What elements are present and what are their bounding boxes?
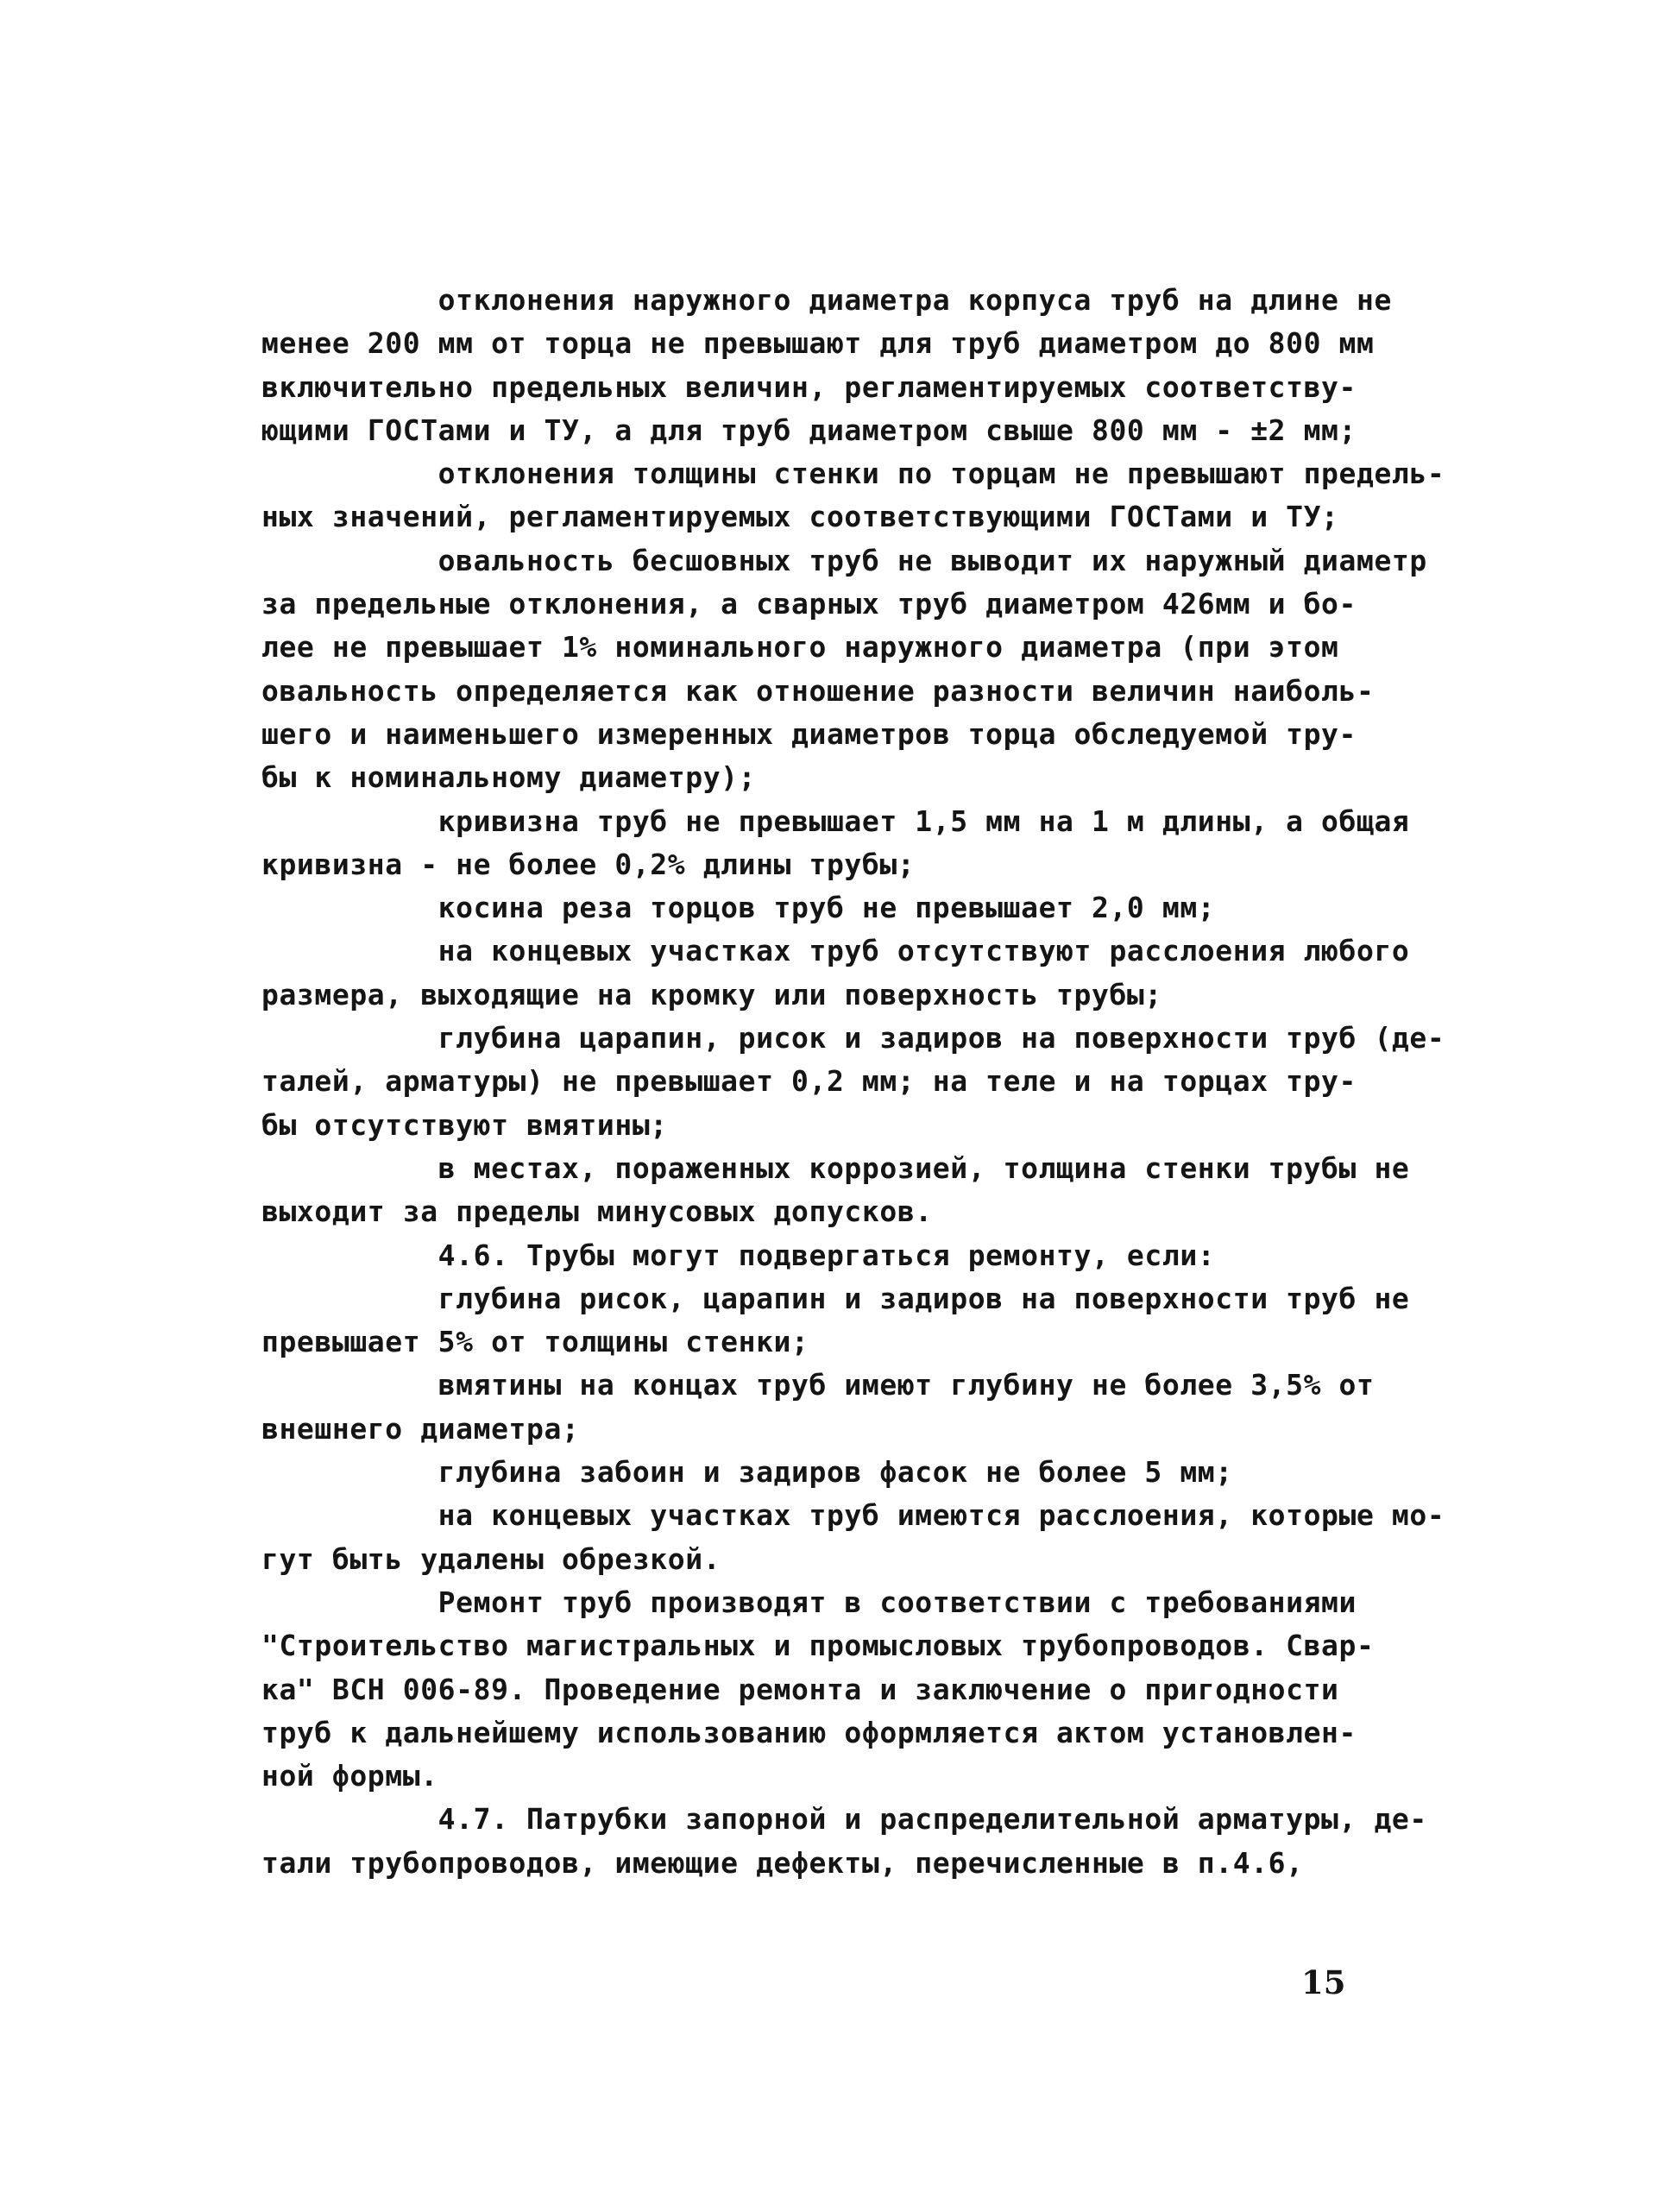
text-line: кривизна - не более 0,2% длины трубы; bbox=[261, 847, 916, 881]
text-line: ка" ВСН 006-89. Проведение ремонта и заключение о пригодности bbox=[261, 1672, 1339, 1706]
text-line: менее 200 мм от торца не превышают для труб диаметром до 800 мм bbox=[261, 326, 1375, 361]
text-line: внешнего диаметра; bbox=[261, 1411, 580, 1446]
text-line: труб к дальнейшему использованию оформляется актом установлен- bbox=[261, 1715, 1357, 1749]
text-line: глубина рисок, царапин и задиров на поверхности труб не bbox=[261, 1281, 1410, 1315]
text-line: овальность бесшовных труб не выводит их наружный диаметр bbox=[261, 543, 1427, 577]
text-line: ющими ГОСТами и ТУ, а для труб диаметром свыше 800 мм - ±2 мм; bbox=[261, 413, 1357, 447]
text-line: ных значений, регламентируемых соответствующими ГОСТами и ТУ; bbox=[261, 500, 1339, 534]
text-line: овальность определяется как отношение разности величин наиболь- bbox=[261, 673, 1375, 708]
text-line: отклонения наружного диаметра корпуса труб на длине не bbox=[261, 283, 1392, 317]
text-line: тали трубопроводов, имеющие дефекты, перечисленные в п.4.6, bbox=[261, 1845, 1304, 1880]
text-line: ной формы. bbox=[261, 1759, 438, 1793]
page-number: 15 bbox=[1301, 1963, 1346, 2001]
text-line: размера, выходящие на кромку или поверхность трубы; bbox=[261, 977, 1162, 1011]
text-line: превышает 5% от толщины стенки; bbox=[261, 1325, 809, 1359]
text-line: в местах, пораженных коррозией, толщина стенки трубы не bbox=[261, 1150, 1410, 1185]
text-line: бы к номинальному диаметру); bbox=[261, 760, 757, 795]
text-line: 4.6. Трубы могут подвергаться ремонту, если: bbox=[261, 1238, 1216, 1272]
text-line: на концевых участках труб имеются расслоения, которые мо- bbox=[261, 1498, 1445, 1533]
text-line: бы отсутствуют вмятины; bbox=[261, 1107, 668, 1142]
text-line: на концевых участках труб отсутствуют расслоения любого bbox=[261, 934, 1410, 968]
text-line: за предельные отклонения, а сварных труб диаметром 426мм и бо- bbox=[261, 587, 1357, 621]
text-line: "Строительство магистральных и промысловых трубопроводов. Свар- bbox=[261, 1629, 1375, 1663]
text-line: кривизна труб не превышает 1,5 мм на 1 м длины, а общая bbox=[261, 804, 1410, 838]
text-line: отклонения толщины стенки по торцам не превышают предель- bbox=[261, 457, 1445, 491]
text-line: 4.7. Патрубки запорной и распределительной арматуры, де- bbox=[261, 1802, 1427, 1837]
text-line: выходит за пределы минусовых допусков. bbox=[261, 1194, 933, 1229]
text-line: косина реза торцов труб не превышает 2,0 мм; bbox=[261, 891, 1216, 925]
text-line: Ремонт труб производят в соответствии с требованиями bbox=[261, 1585, 1357, 1619]
body-text bbox=[261, 279, 1445, 1885]
text-line: гут быть удалены обрезкой. bbox=[261, 1541, 721, 1576]
text-line: глубина забоин и задиров фасок не более 5 мм; bbox=[261, 1455, 1233, 1490]
text-line: глубина царапин, рисок и задиров на поверхности труб (де- bbox=[261, 1021, 1445, 1056]
text-line: талей, арматуры) не превышает 0,2 мм; на теле и на торцах тру- bbox=[261, 1064, 1357, 1099]
text-line: включительно предельных величин, регламентируемых соответству- bbox=[261, 369, 1357, 404]
text-line: вмятины на концах труб имеют глубину не более 3,5% от bbox=[261, 1368, 1375, 1402]
text-line: лее не превышает 1% номинального наружного диаметра (при этом bbox=[261, 630, 1339, 665]
text-line: шего и наименьшего измеренных диаметров торца обследуемой тру- bbox=[261, 716, 1357, 751]
